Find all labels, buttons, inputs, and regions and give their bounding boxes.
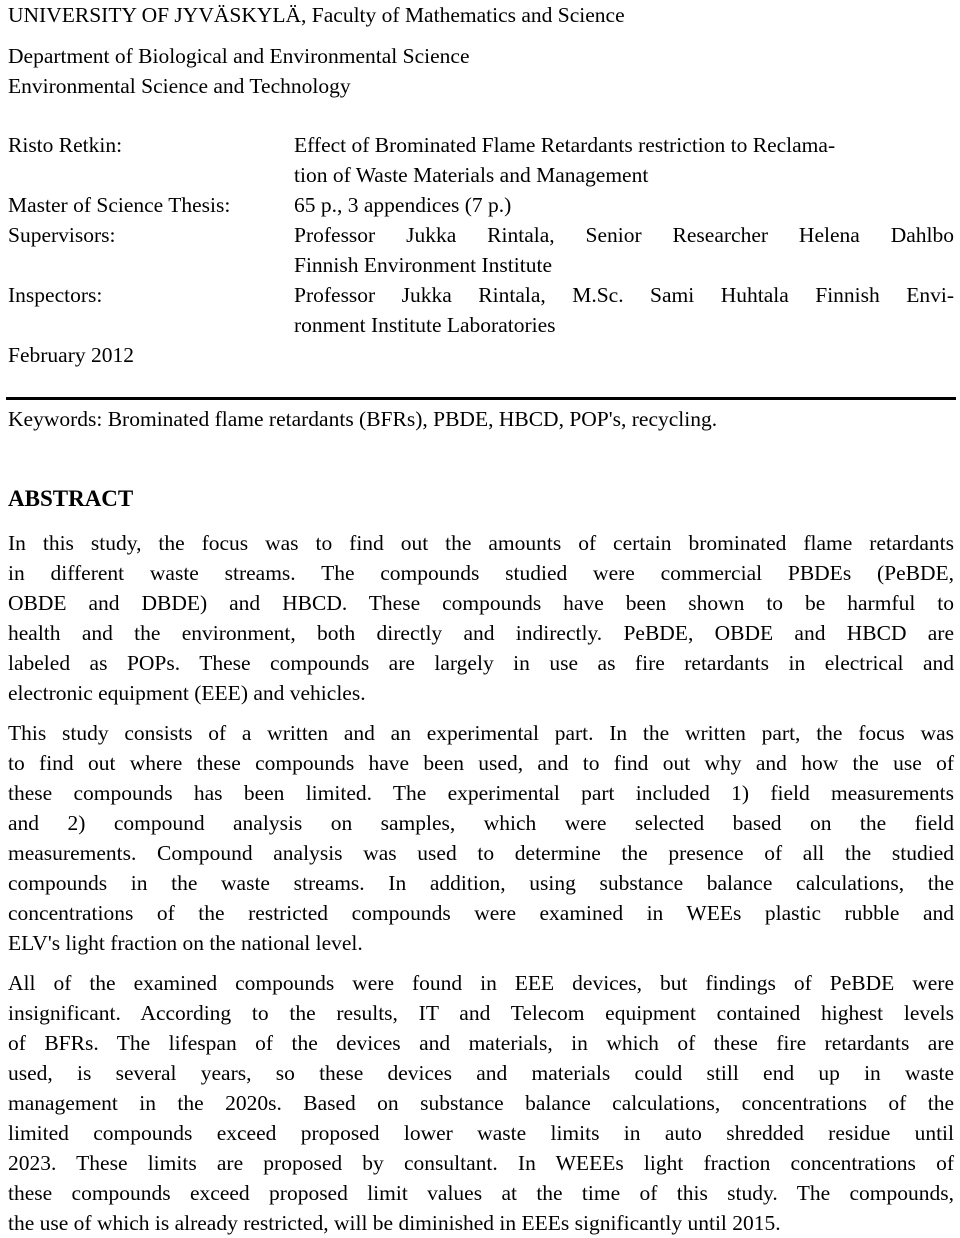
department-line: Department of Biological and Environmental Science <box>8 44 470 68</box>
abstract-p3-line: management in the 2020s. Based on substance balance calculations, concentrations of the <box>8 1091 954 1115</box>
inspectors-label: Inspectors: <box>8 283 103 307</box>
thesis-title-line-2: tion of Waste Materials and Management <box>294 163 649 187</box>
abstract-p2-line: measurements. Compound analysis was used to determine the presence of all the studied <box>8 841 954 865</box>
abstract-p3-line: the use of which is already restricted, will be diminished in EEEs significantly until 2015. <box>8 1211 781 1235</box>
abstract-p3-line: 2023. These limits are proposed by consultant. In WEEEs light fraction concentrations of <box>8 1151 954 1175</box>
thesis-date: February 2012 <box>8 343 134 367</box>
abstract-p2-line: and 2) compound analysis on samples, which were selected based on the field <box>8 811 954 835</box>
abstract-p3-line: limited compounds exceed proposed lower waste limits in auto shredded residue until <box>8 1121 954 1145</box>
abstract-p1-line: In this study, the focus was to find out the amounts of certain brominated flame retardants <box>8 531 954 555</box>
abstract-p2-line: concentrations of the restricted compounds were examined in WEEs plastic rubble and <box>8 901 954 925</box>
abstract-p3-line: of BFRs. The lifespan of the devices and materials, in which of these fire retardants are <box>8 1031 954 1055</box>
supervisors-label: Supervisors: <box>8 223 116 247</box>
abstract-p3-line: insignificant. According to the results, IT and Telecom equipment contained highest levels <box>8 1001 954 1025</box>
abstract-p1-line: OBDE and DBDE) and HBCD. These compounds have been shown to be harmful to <box>8 591 954 615</box>
abstract-p2-line: to find out where these compounds have been used, and to find out why and how the use of <box>8 751 954 775</box>
university-heading: UNIVERSITY OF JYVÄSKYLÄ, Faculty of Mathematics and Science <box>8 3 625 27</box>
abstract-paragraph-1 <box>8 528 954 708</box>
abstract-paragraph-2 <box>8 718 954 958</box>
inspectors-line-1: Professor Jukka Rintala, M.Sc. Sami Huhtala Finnish Envi- <box>294 283 954 307</box>
thesis-title-line-1: Effect of Brominated Flame Retardants restriction to Reclama- <box>294 133 836 157</box>
supervisors-line-1: Professor Jukka Rintala, Senior Researcher Helena Dahlbo <box>294 223 954 247</box>
author-label: Risto Retkin: <box>8 133 123 157</box>
abstract-p1-line: labeled as POPs. These compounds are largely in use as fire retardants in electrical and <box>8 651 954 675</box>
inspectors-line-2: ronment Institute Laboratories <box>294 313 556 337</box>
thesis-label: Master of Science Thesis: <box>8 193 231 217</box>
abstract-p3-line: used, is several years, so these devices and materials could still end up in waste <box>8 1061 954 1085</box>
section-divider <box>6 397 956 400</box>
abstract-p3-line: these compounds exceed proposed limit values at the time of this study. The compounds, <box>8 1181 954 1205</box>
abstract-p2-line: ELV's light fraction on the national level. <box>8 931 363 955</box>
keywords-line: Keywords: Brominated flame retardants (BFRs), PBDE, HBCD, POP's, recycling. <box>8 407 718 431</box>
abstract-heading: ABSTRACT <box>8 486 134 511</box>
abstract-p1-line: health and the environment, both directly and indirectly. PeBDE, OBDE and HBCD are <box>8 621 954 645</box>
abstract-p2-line: these compounds has been limited. The experimental part included 1) field measurements <box>8 781 954 805</box>
thesis-pages: 65 p., 3 appendices (7 p.) <box>294 193 512 217</box>
programme-line: Environmental Science and Technology <box>8 74 351 98</box>
abstract-p1-line: in different waste streams. The compounds studied were commercial PBDEs (PeBDE, <box>8 561 954 585</box>
abstract-p2-line: compounds in the waste streams. In addition, using substance balance calculations, the <box>8 871 954 895</box>
abstract-p1-line: electronic equipment (EEE) and vehicles. <box>8 681 366 705</box>
abstract-p3-line: All of the examined compounds were found in EEE devices, but findings of PeBDE were <box>8 971 954 995</box>
supervisors-line-2: Finnish Environment Institute <box>294 253 552 277</box>
abstract-paragraph-3 <box>8 968 954 1238</box>
abstract-p2-line: This study consists of a written and an experimental part. In the written part, the focus was <box>8 721 954 745</box>
